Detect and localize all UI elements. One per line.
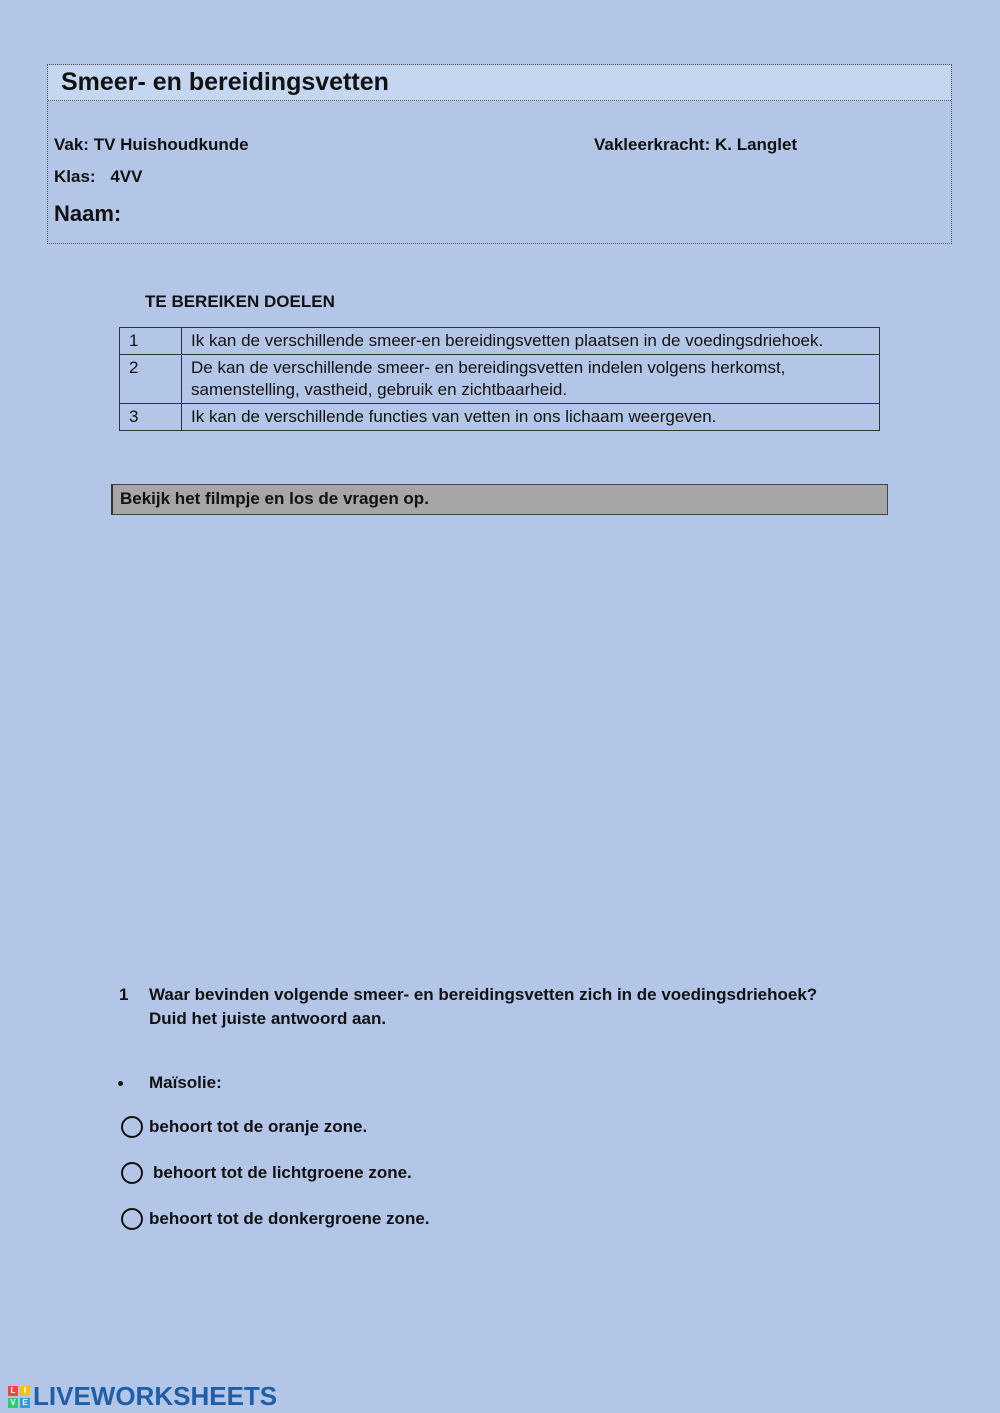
goal-text: De kan de verschillende smeer- en bereidingsvetten indelen volgens herkomst, samenstelling, vastheid, gebruik en zichtbaarheid. [182,355,880,404]
question-line-1: Waar bevinden volgende smeer- en bereidingsvetten zich in de voedingsdriehoek? [149,985,818,1004]
question-number: 1 [119,985,129,1004]
logo-text: LIVEWORKSHEETS [33,1381,278,1411]
class-value: 4VV [110,167,143,186]
instruction-banner: Bekijk het filmpje en los de vragen op. [111,484,888,515]
radio-circle-icon[interactable] [121,1208,143,1230]
option-label: behoort tot de oranje zone. [149,1117,368,1136]
goal-number: 1 [120,328,182,355]
logo-letter: V [8,1398,18,1408]
goal-number: 2 [120,355,182,404]
logo-letter: E [20,1398,30,1408]
question-1 [119,983,919,1031]
class-label: Klas: [54,167,96,186]
table-row [120,404,880,431]
page-title: Smeer- en bereidingsvetten [61,68,389,96]
goals-heading: TE BEREIKEN DOELEN [145,292,335,311]
table-row [120,355,880,404]
goal-text: Ik kan de verschillende smeer-en bereidingsvetten plaatsen in de voedingsdriehoek. [182,328,880,355]
option-oranje[interactable] [121,1116,367,1138]
logo-grid-icon [8,1386,30,1408]
bullet-icon [118,1081,123,1086]
item-label: Maïsolie: [149,1073,222,1092]
goals-table [119,327,880,431]
option-donkergroen[interactable] [121,1208,430,1230]
goal-text: Ik kan de verschillende functies van vetten in ons lichaam weergeven. [182,404,880,431]
list-item [118,1073,222,1093]
question-line-2: Duid het juiste antwoord aan. [149,1009,387,1028]
radio-circle-icon[interactable] [121,1116,143,1138]
option-label: behoort tot de donkergroene zone. [149,1209,430,1228]
goal-number: 3 [120,404,182,431]
option-label: behoort tot de lichtgroene zone. [153,1163,412,1182]
title-bar [48,65,951,101]
option-lichtgroen[interactable] [121,1162,412,1184]
liveworksheets-logo[interactable] [8,1381,277,1412]
table-row [120,328,880,355]
teacher-label: Vakleerkracht: K. Langlet [594,135,798,154]
subject-label: Vak: TV Huishoudkunde [54,135,249,154]
name-label: Naam: [54,201,122,226]
radio-circle-icon[interactable] [121,1162,143,1184]
logo-letter: L [8,1386,18,1396]
logo-letter: I [20,1386,30,1396]
class-row [54,167,142,187]
header-box [47,64,952,244]
